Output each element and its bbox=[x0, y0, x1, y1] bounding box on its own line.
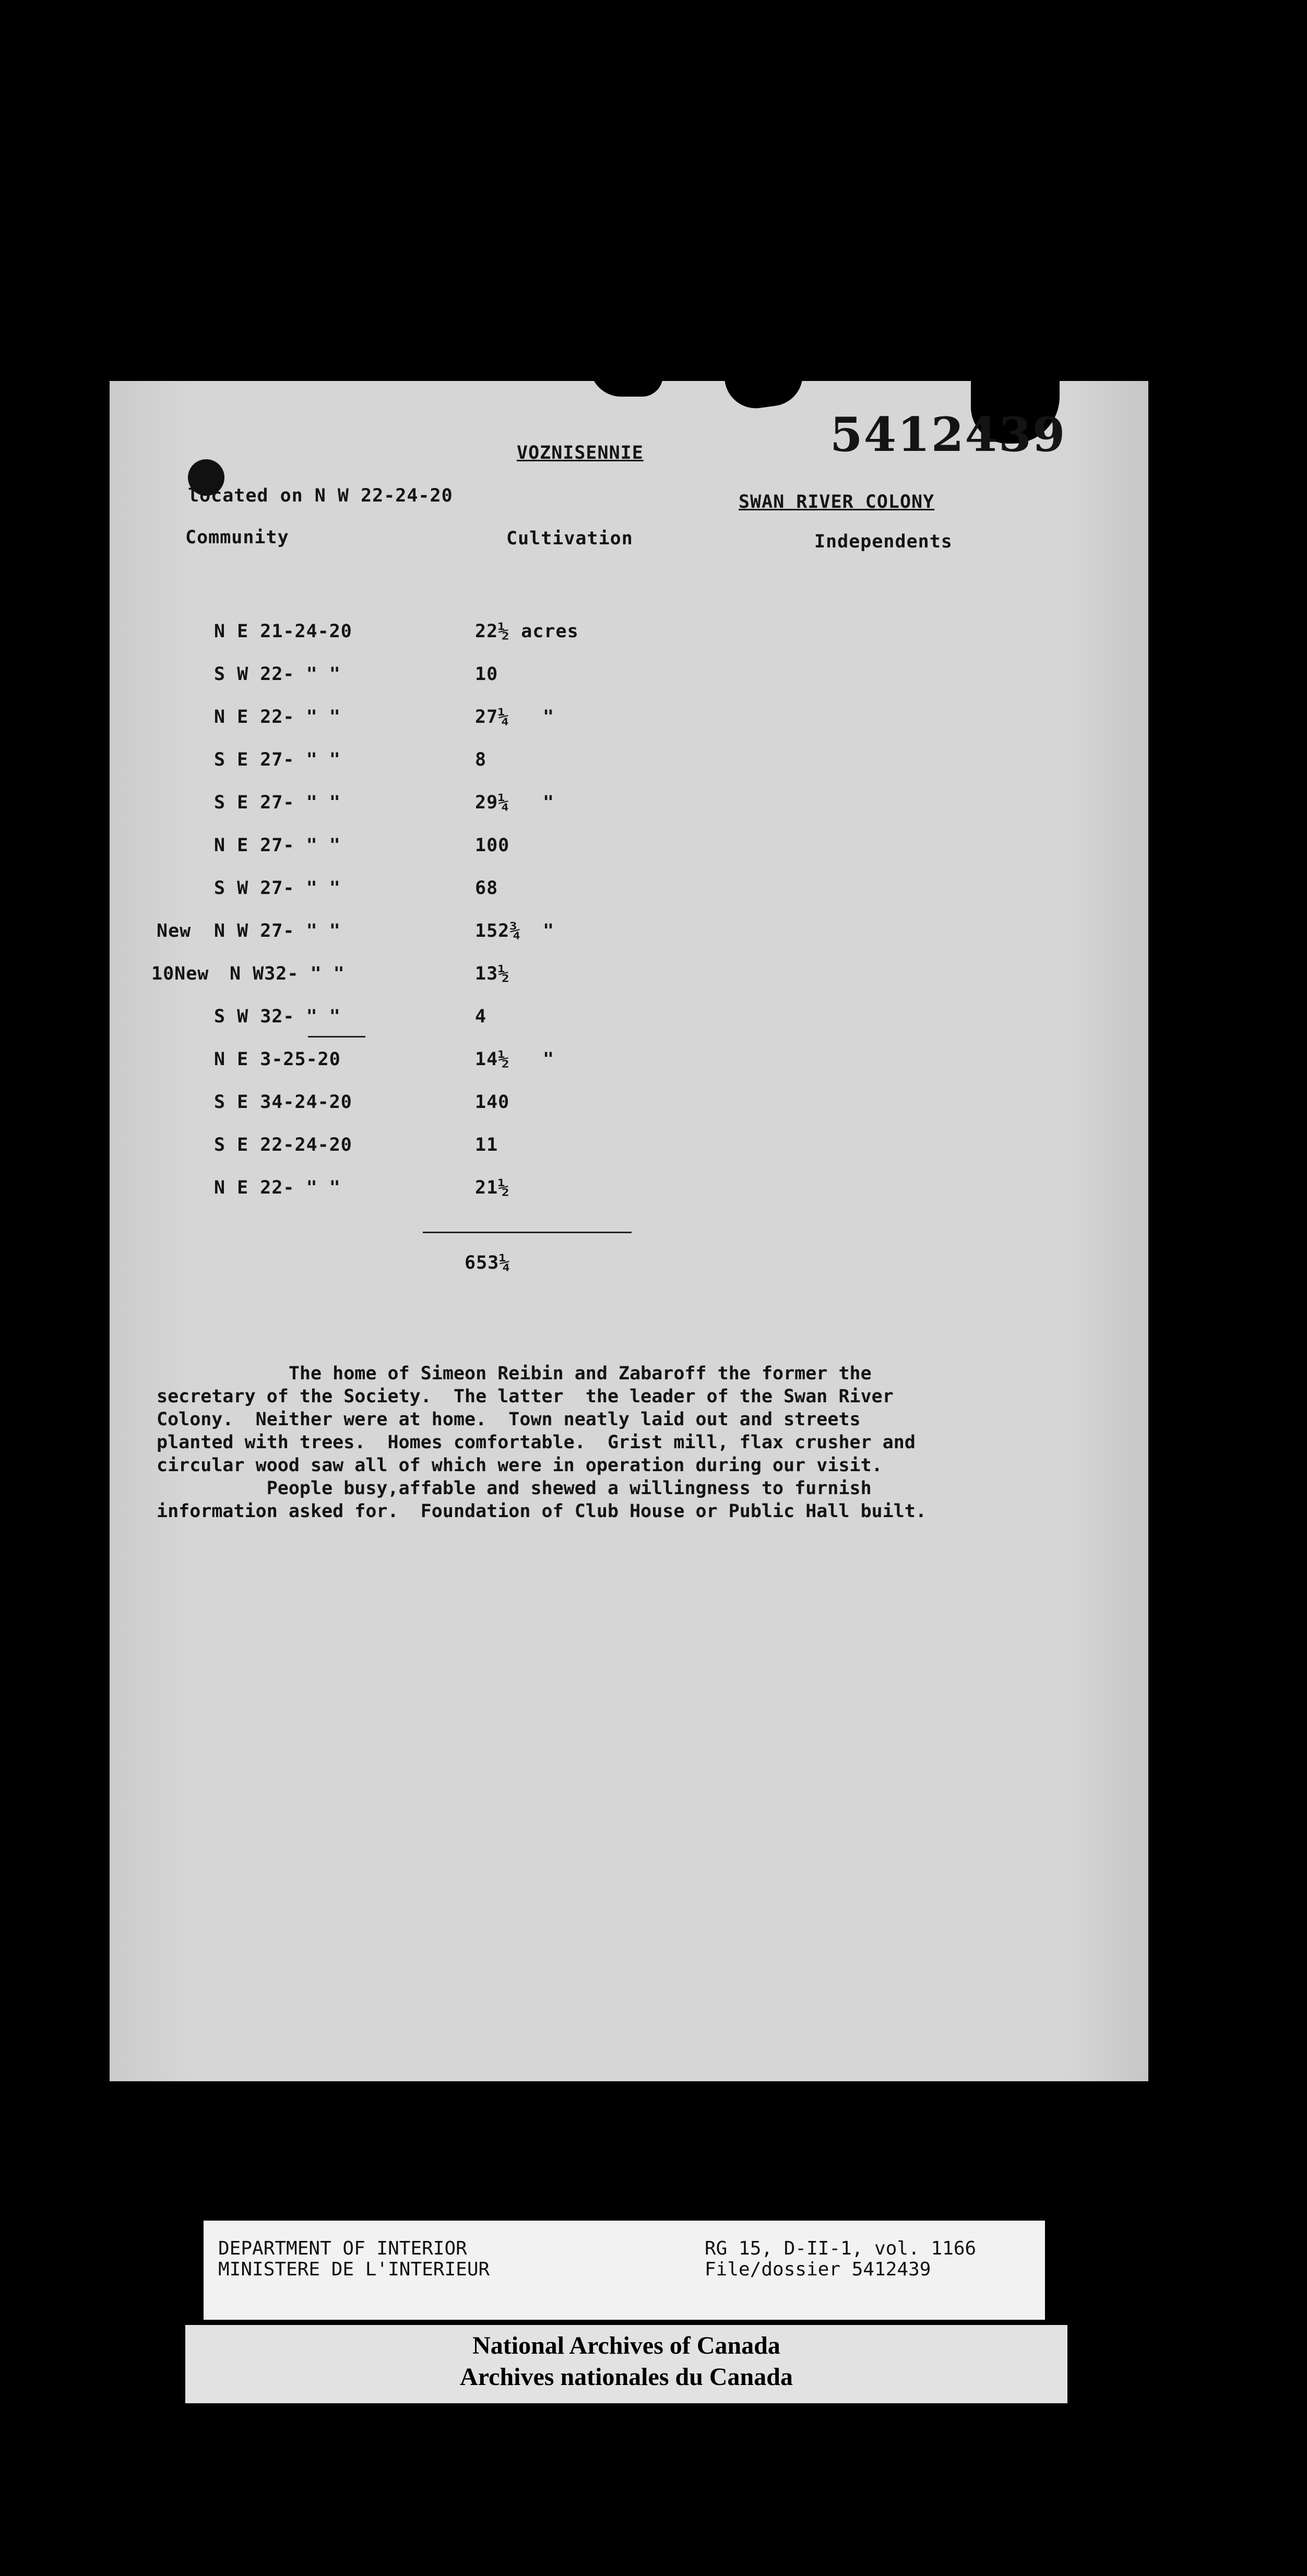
paragraph-line: Colony. Neither were at home. Town neatly laid out and streets bbox=[157, 1409, 861, 1430]
paragraph-line: planted with trees. Homes comfortable. Grist mill, flax crusher and bbox=[157, 1432, 916, 1453]
torn-edge bbox=[722, 355, 806, 412]
row-cultivation-value: 140 bbox=[475, 1092, 510, 1113]
row-independent-mark: " bbox=[543, 792, 555, 813]
row-underline bbox=[308, 1036, 365, 1037]
paper-watermark bbox=[355, 553, 908, 752]
row-location: N W 27- " " bbox=[214, 921, 341, 941]
department-name bbox=[218, 2238, 490, 2280]
row-location: N E 22- " " bbox=[214, 1177, 341, 1198]
row-cultivation-value: 11 bbox=[475, 1135, 498, 1155]
row-location: S W 32- " " bbox=[214, 1006, 341, 1027]
torn-edge bbox=[590, 365, 663, 397]
row-location: S E 27- " " bbox=[214, 749, 341, 770]
row-location: S E 27- " " bbox=[214, 792, 341, 813]
row-independent-mark: " bbox=[543, 1049, 555, 1070]
total-value: 653¼ bbox=[465, 1253, 511, 1273]
row-location: N W32- " " bbox=[230, 963, 345, 984]
colony-title: VOZNISENNIE bbox=[517, 443, 644, 463]
row-independent-mark: " bbox=[543, 707, 555, 728]
row-location: N E 3-25-20 bbox=[214, 1049, 341, 1070]
row-cultivation-value: 14½ bbox=[475, 1049, 510, 1070]
row-cultivation-value: 8 bbox=[475, 749, 487, 770]
archives-en: National Archives of Canada bbox=[472, 2332, 780, 2359]
row-location: N E 21-24-20 bbox=[214, 621, 352, 642]
column-header-independents: Independents bbox=[814, 531, 953, 552]
row-cultivation-value: 152¾ bbox=[475, 921, 521, 941]
row-cultivation-value: 100 bbox=[475, 835, 510, 856]
archive-reference-label bbox=[204, 2221, 1045, 2320]
row-cultivation-value: 22½ acres bbox=[475, 621, 579, 642]
record-reference bbox=[705, 2238, 976, 2280]
observation-paragraph bbox=[157, 1362, 1075, 1523]
row-cultivation-value: 27¼ bbox=[475, 707, 510, 728]
row-cultivation-value: 29¼ bbox=[475, 792, 510, 813]
row-prefix: 10New bbox=[151, 963, 209, 984]
row-cultivation-value: 10 bbox=[475, 664, 498, 685]
paragraph-line: The home of Simeon Reibin and Zabaroff the former the bbox=[157, 1363, 872, 1384]
row-location: S W 27- " " bbox=[214, 878, 341, 899]
row-cultivation-value: 4 bbox=[475, 1006, 487, 1027]
typed-document-sheet bbox=[110, 381, 1148, 2081]
file-number-stamp: 5412439 bbox=[830, 407, 1066, 462]
paragraph-line: People busy,affable and shewed a willingness to furnish bbox=[157, 1478, 872, 1499]
dept-fr: MINISTERE DE L'INTERIEUR bbox=[218, 2259, 490, 2280]
region-heading: SWAN RIVER COLONY bbox=[739, 492, 935, 512]
dept-en: DEPARTMENT OF INTERIOR bbox=[218, 2238, 467, 2259]
row-independent-mark: " bbox=[543, 921, 555, 941]
rg-ref: RG 15, D-II-1, vol. 1166 bbox=[705, 2238, 977, 2259]
row-location: N E 27- " " bbox=[214, 835, 341, 856]
column-header-community: Community bbox=[185, 527, 289, 548]
column-header-cultivation: Cultivation bbox=[506, 528, 633, 549]
row-location: S E 34-24-20 bbox=[214, 1092, 352, 1113]
row-cultivation-value: 13½ bbox=[475, 963, 510, 984]
row-prefix: New bbox=[157, 921, 192, 941]
file-dossier: File/dossier 5412439 bbox=[705, 2259, 931, 2280]
row-location: S E 22-24-20 bbox=[214, 1135, 352, 1155]
total-rule bbox=[423, 1232, 632, 1233]
location-line: located on N W 22-24-20 bbox=[188, 485, 453, 506]
archives-footer bbox=[185, 2325, 1067, 2403]
archives-fr: Archives nationales du Canada bbox=[460, 2363, 793, 2391]
paragraph-line: secretary of the Society. The latter the leader of the Swan River bbox=[157, 1386, 894, 1407]
row-cultivation-value: 68 bbox=[475, 878, 498, 899]
archives-names bbox=[185, 2330, 1067, 2393]
row-location: S W 22- " " bbox=[214, 664, 341, 685]
row-location: N E 22- " " bbox=[214, 707, 341, 728]
paragraph-line: circular wood saw all of which were in operation during our visit. bbox=[157, 1455, 883, 1476]
paragraph-line: information asked for. Foundation of Club House or Public Hall built. bbox=[157, 1501, 927, 1522]
row-cultivation-value: 21½ bbox=[475, 1177, 510, 1198]
